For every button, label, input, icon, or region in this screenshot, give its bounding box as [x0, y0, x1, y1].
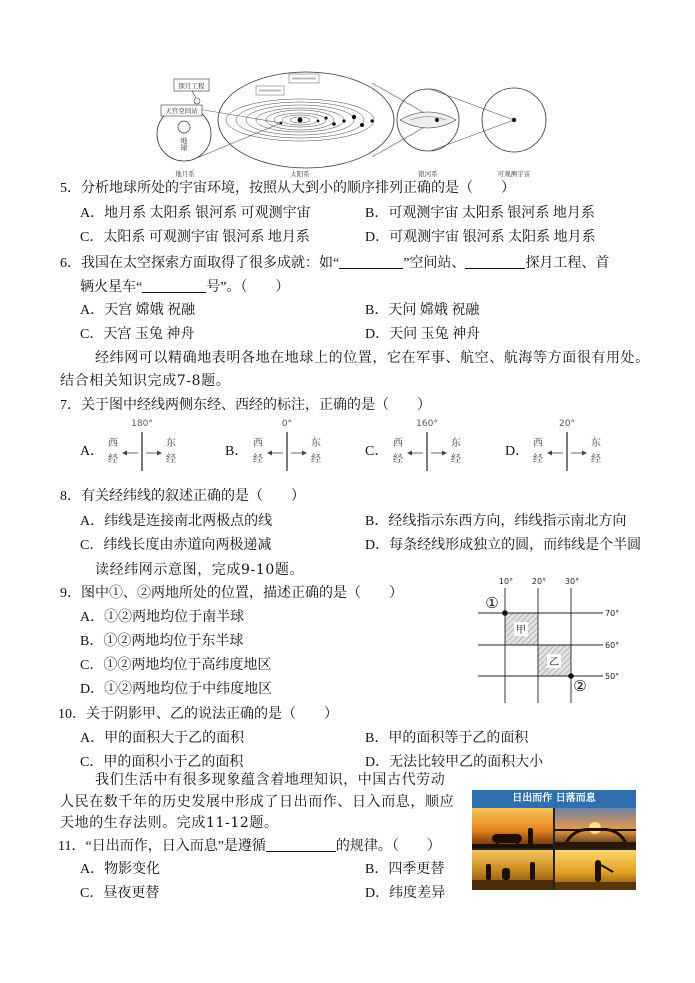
- longitude-label-10: 10°: [498, 577, 514, 586]
- question-11-option-a: A．物影变化: [80, 862, 161, 877]
- meridian-degree-label: 160°: [416, 419, 438, 429]
- question-8-stem: 8．有关经纬线的叙述正确的是（ ）: [60, 489, 305, 504]
- question-5-stem: 5．分析地球所处的宇宙环境，按照从大到小的顺序排列正确的是（ ）: [60, 181, 515, 196]
- east-longitude-label: 东经: [451, 438, 461, 465]
- question-8-option-c: C．纬线长度由赤道向两极递减: [80, 538, 272, 553]
- space-station-label: 天宫空间站: [165, 107, 198, 115]
- option-letter: D．: [505, 444, 530, 459]
- q11-text-segment: 11．“日出而作，日入而息”是遵循: [58, 839, 266, 854]
- q6-text-segment: 探月工程、首: [525, 256, 610, 271]
- question-11-stem: [58, 836, 441, 856]
- question-6-stem-line-1: [60, 253, 609, 273]
- west-longitude-label: 西经: [108, 438, 118, 465]
- q6-text-segment: 辆火星车“: [80, 280, 143, 295]
- meridian-degree-label: 20°: [559, 419, 575, 429]
- q6-text-segment: ”空间站、: [403, 256, 466, 271]
- latitude-label-60: 60°: [605, 641, 620, 650]
- question-6-stem-line-2: [80, 277, 289, 297]
- longitude-label-20: 20°: [531, 577, 547, 586]
- caption-earth-moon-system: 地月系: [175, 170, 195, 178]
- question-10-option-a: A．甲的面积大于乙的面积: [80, 731, 245, 746]
- question-11-option-d: D．纬度差异: [365, 886, 446, 901]
- answer-blank: [465, 253, 525, 269]
- point-1-label: ①: [485, 594, 499, 612]
- question-8-option-b: B．经线指示东西方向，纬线指示南北方向: [365, 514, 627, 529]
- latitude-label-70: 70°: [605, 609, 620, 618]
- answer-blank: [142, 277, 206, 293]
- question-7-option-a: [80, 414, 190, 476]
- point-1-dot: [502, 610, 508, 616]
- question-9-option-c: C．①②两地均位于高纬度地区: [80, 658, 272, 673]
- sun-in-galaxy-dot: [435, 118, 439, 122]
- west-longitude-label: 西经: [533, 438, 543, 465]
- q6-text-segment: 6．我国在太空探索方面取得了很多成就：如“: [60, 256, 340, 271]
- question-6-option-c: C．天宫 玉兔 神舟: [80, 327, 195, 342]
- question-7-option-d: [505, 414, 615, 476]
- question-7-stem: 7．关于图中经线两侧东经、西经的标注，正确的是（ ）: [60, 398, 431, 413]
- shaded-label-yi: 乙: [549, 657, 559, 668]
- photo-farmer-hoeing: [555, 850, 636, 890]
- q11-text-segment: 的规律。（ ）: [335, 839, 441, 854]
- question-5-option-d: D．可观测宇宙 银河系 太阳系 地月系: [365, 230, 596, 245]
- option-letter: A．: [80, 444, 105, 459]
- lunar-program-label: 探月工程: [178, 82, 205, 90]
- question-11-option-b: B．四季更替: [365, 862, 445, 877]
- intro-7-8-line-2: 结合相关知识完成7-8题。: [60, 373, 231, 389]
- question-5-option-a: A．地月系 太阳系 银河系 可观测宇宙: [80, 206, 311, 221]
- caption-observable-universe: 可观测宇宙: [497, 170, 531, 178]
- moon-dot: [194, 98, 200, 104]
- latitude-label-50: 50°: [605, 672, 620, 681]
- question-8-option-d: D．每条经线形成独立的圆，而纬线是个半圆: [365, 538, 642, 553]
- east-longitude-label: 东经: [166, 438, 176, 465]
- question-11-option-c: C．昼夜更替: [80, 886, 160, 901]
- meridian-degree-label: 180°: [131, 419, 153, 429]
- caption-galaxy: 银河系: [418, 170, 438, 178]
- intro-11-12-line-2: 人民在数千年的历史发展中形成了日出而作、日入而息，顺应: [60, 794, 455, 810]
- meridian-degree-label: 0°: [281, 419, 293, 429]
- solar-system-ellipse: [218, 72, 394, 168]
- earth-icon: [178, 121, 190, 133]
- question-9-option-d: D．①②两地均位于中纬度地区: [80, 682, 273, 697]
- photo-farmers-field: [472, 850, 553, 890]
- answer-blank: [339, 253, 403, 269]
- question-10-option-b: B．甲的面积等于乙的面积: [365, 731, 529, 746]
- east-longitude-label: 东经: [591, 438, 601, 465]
- west-longitude-label: 西经: [393, 438, 403, 465]
- caption-solar-system: 太阳系: [290, 170, 310, 178]
- q6-text-segment: 号”。（ ）: [206, 280, 290, 295]
- earth-label: 地球: [180, 137, 188, 151]
- option-letter: C．: [365, 444, 389, 459]
- photo-sunset-farmer-ox: [472, 808, 553, 848]
- question-5-option-b: B．可观测宇宙 太阳系 银河系 地月系: [365, 206, 595, 221]
- question-9-stem: 9．图中①、②两地所处的位置，描述正确的是（ ）: [60, 586, 403, 601]
- question-5-option-c: C．太阳系 可观测宇宙 银河系 地月系: [80, 230, 310, 245]
- question-10-option-c: C．甲的面积小于乙的面积: [80, 755, 244, 770]
- galaxy-in-universe-dot: [512, 118, 516, 122]
- question-9-option-b: B．①②两地均位于东半球: [80, 634, 244, 649]
- point-2-label: ②: [573, 677, 587, 695]
- question-7-option-c: [365, 414, 475, 476]
- question-10-stem: 10．关于阴影甲、乙的说法正确的是（ ）: [58, 707, 338, 722]
- sun-dot: [298, 118, 303, 123]
- question-6-option-d: D．天问 玉兔 神舟: [365, 327, 481, 342]
- cosmic-hierarchy-diagram: [150, 66, 555, 182]
- answer-blank: [266, 836, 336, 852]
- longitude-label-30: 30°: [564, 577, 580, 586]
- question-9-option-a: A．①②两地均位于南半球: [80, 610, 245, 625]
- shaded-label-jia: 甲: [516, 625, 526, 636]
- east-longitude-label: 东经: [311, 438, 321, 465]
- intro-7-8-line-1: 经纬网可以精确地表明各地在地球上的位置，它在军事、航空、航海等方面很有用处。: [95, 350, 650, 366]
- question-8-option-a: A．纬线是连接南北两极点的线: [80, 514, 273, 529]
- question-7-option-b: [225, 414, 335, 476]
- photo-sunset-bridge: [555, 808, 636, 848]
- question-10-option-d: D．无法比较甲乙的面积大小: [365, 755, 544, 770]
- intro-11-12-line-1: 我们生活中有很多现象蕴含着地理知识，中国古代劳动: [95, 772, 446, 788]
- west-longitude-label: 西经: [253, 438, 263, 465]
- intro-9-10: 读经纬网示意图，完成9-10题。: [95, 562, 305, 578]
- graticule-diagram: [470, 575, 635, 710]
- sunrise-work-photo-collage: [472, 790, 636, 890]
- option-letter: B．: [225, 444, 249, 459]
- intro-11-12-line-3: 天地的生存法则。完成11-12题。: [60, 815, 279, 831]
- question-6-option-a: A．天宫 嫦娥 祝融: [80, 303, 196, 318]
- question-6-option-b: B．天问 嫦娥 祝融: [365, 303, 480, 318]
- photo-title: 日出而作 日落而息: [472, 790, 636, 808]
